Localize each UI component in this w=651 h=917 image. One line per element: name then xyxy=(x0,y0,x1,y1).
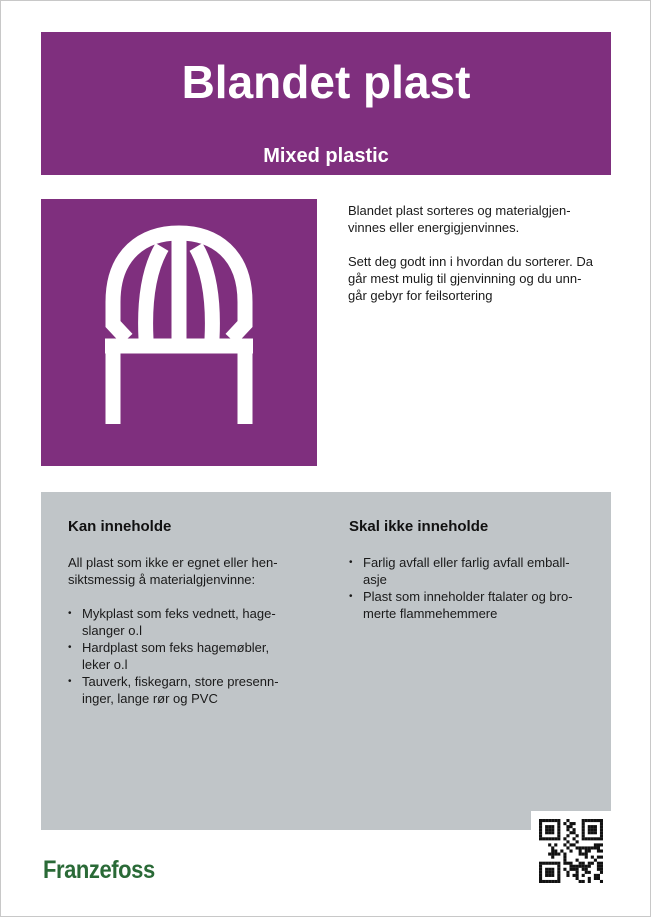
list-item-line: Tauverk, fiskegarn, store presenn- xyxy=(82,674,279,689)
intro-paragraph-2 xyxy=(348,253,606,304)
intro-text xyxy=(348,202,606,321)
lead-line: All plast som ikke er egnet eller hen- xyxy=(68,555,278,570)
list-item-line: Hardplast som feks hagemøbler, xyxy=(82,640,270,655)
list-item xyxy=(349,554,595,588)
intro-line: går gebyr for feilsortering xyxy=(348,288,493,303)
list-item xyxy=(68,639,308,673)
intro-line: Sett deg godt inn i hvordan du sorterer. Da xyxy=(348,254,593,269)
must-not-contain-list xyxy=(349,554,595,622)
icon-panel xyxy=(41,199,317,466)
can-contain-lead xyxy=(68,554,308,588)
contents-panel xyxy=(41,492,611,830)
intro-paragraph-1 xyxy=(348,202,606,236)
list-item xyxy=(349,588,595,622)
list-item-line: Farlig avfall eller farlig avfall emball- xyxy=(363,555,570,570)
intro-line: går mest mulig til gjenvinning og du unn- xyxy=(348,271,582,286)
list-item-line: Mykplast som feks vednett, hage- xyxy=(82,606,276,621)
qr-code-icon xyxy=(539,819,603,883)
lead-line: siktsmessig å materialgjenvinne: xyxy=(68,572,256,587)
garden-chair-icon xyxy=(41,199,317,466)
title-banner xyxy=(41,32,611,175)
can-contain-heading: Kan inneholde xyxy=(68,518,172,535)
list-item-line: merte flammehemmere xyxy=(363,606,498,621)
list-item-line: inger, lange rør og PVC xyxy=(82,691,218,706)
qr-code[interactable] xyxy=(531,811,611,891)
list-item-line: leker o.l xyxy=(82,657,128,672)
list-item xyxy=(68,673,308,707)
must-not-contain-heading: Skal ikke inneholde xyxy=(349,518,489,535)
can-contain-column xyxy=(68,516,308,707)
page-subtitle: Mixed plastic xyxy=(263,145,389,167)
franzefoss-logo: Franzefoss xyxy=(43,856,155,884)
list-item xyxy=(68,605,308,639)
list-item-line: slanger o.l xyxy=(82,623,142,638)
can-contain-list xyxy=(68,605,308,707)
list-item-line: Plast som inneholder ftalater og bro- xyxy=(363,589,573,604)
page-title: Blandet plast xyxy=(181,56,471,108)
list-item-line: asje xyxy=(363,572,387,587)
intro-line: vinnes eller energigjenvinnes. xyxy=(348,220,520,235)
must-not-contain-column xyxy=(349,516,595,622)
intro-line: Blandet plast sorteres og materialgjen- xyxy=(348,203,571,218)
